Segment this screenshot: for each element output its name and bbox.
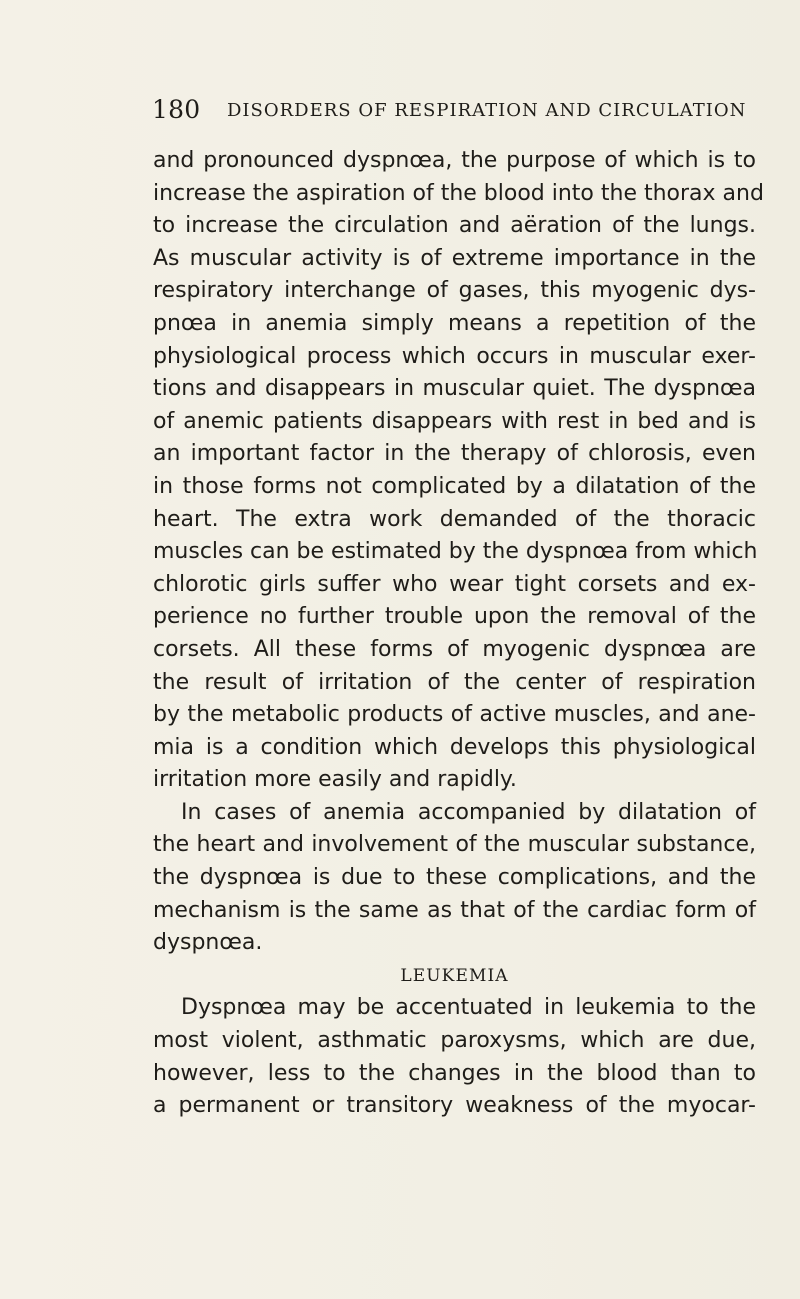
text-line: the result of irritation of the center of respiration xyxy=(153,669,756,695)
text-line: physiological process which occurs in muscular exer- xyxy=(153,343,756,369)
text-line: In cases of anemia accompanied by dilatation of xyxy=(181,799,756,825)
paragraph-2 xyxy=(153,797,756,960)
text-line: an important factor in the therapy of chlorosis, even xyxy=(153,441,756,467)
text-line: the heart and involvement of the muscular substance, xyxy=(153,832,756,858)
text-line: perience no further trouble upon the removal of the xyxy=(153,604,756,630)
paragraph-1 xyxy=(153,145,764,797)
text-line: irritation more easily and rapidly. xyxy=(153,767,517,793)
body-text xyxy=(153,145,764,1123)
text-line: of anemic patients disappears with rest in bed and is xyxy=(153,408,756,434)
text-line: most violent, asthmatic paroxysms, which are due, xyxy=(153,1028,756,1054)
text-line: dyspnœa. xyxy=(153,930,263,956)
text-line: heart. The extra work demanded of the thoracic xyxy=(153,506,756,532)
text-line: a permanent or transitory weakness of the myocar- xyxy=(153,1093,756,1119)
section-heading: LEUKEMIA xyxy=(400,965,509,986)
text-line: to increase the circulation and aëration of the lungs. xyxy=(153,213,756,239)
text-line: muscles can be estimated by the dyspnœa from which xyxy=(153,539,758,565)
paragraph-3 xyxy=(153,992,756,1122)
text-line: mia is a condition which develops this physiological xyxy=(153,734,756,760)
text-line: in those forms not complicated by a dilatation of the xyxy=(153,473,756,499)
text-line: Dyspnœa may be accentuated in leukemia to the xyxy=(181,995,756,1021)
text-line: pnœa in anemia simply means a repetition of the xyxy=(153,310,756,336)
text-line: the dyspnœa is due to these complications, and the xyxy=(153,865,756,891)
page-number: 180 xyxy=(152,95,201,124)
text-line: respiratory interchange of gases, this myogenic dys- xyxy=(153,278,756,304)
text-line: As muscular activity is of extreme importance in the xyxy=(153,245,756,271)
text-line: increase the aspiration of the blood into the thorax and xyxy=(153,180,764,206)
text-line: mechanism is the same as that of the cardiac form of xyxy=(153,897,756,923)
page-header xyxy=(152,95,752,125)
text-line: chlorotic girls suffer who wear tight corsets and ex- xyxy=(153,571,756,597)
text-line: corsets. All these forms of myogenic dyspnœa are xyxy=(153,636,756,662)
running-head: DISORDERS OF RESPIRATION AND CIRCULATION xyxy=(227,100,747,121)
text-line: and pronounced dyspnœa, the purpose of which is to xyxy=(153,148,756,173)
text-line: tions and disappears in muscular quiet. The dyspnœa xyxy=(153,376,756,402)
text-line: by the metabolic products of active muscles, and ane- xyxy=(153,702,756,728)
text-line: however, less to the changes in the blood than to xyxy=(153,1060,756,1086)
